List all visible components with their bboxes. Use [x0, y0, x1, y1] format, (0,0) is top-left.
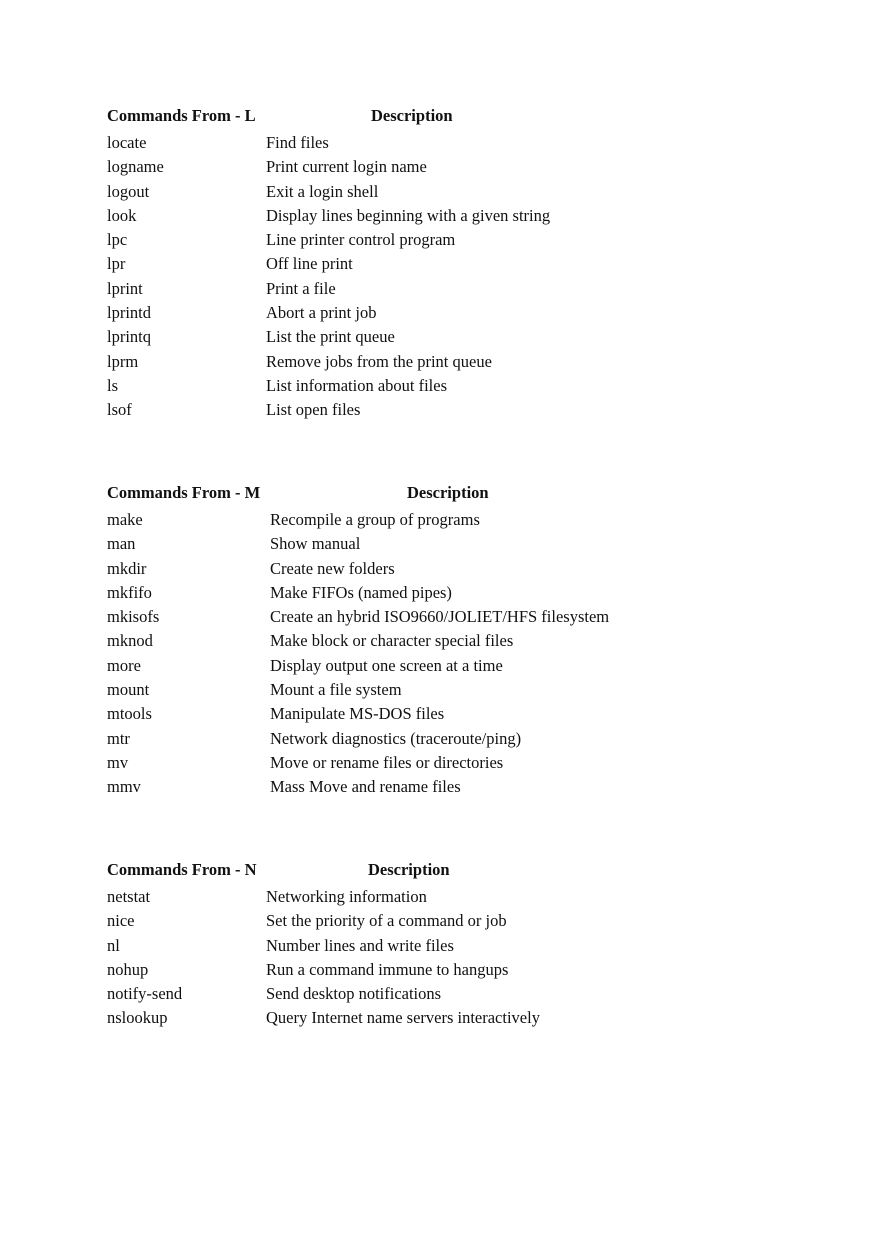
command-name: lsof: [107, 400, 132, 420]
section-header: [107, 483, 807, 505]
command-name: nl: [107, 935, 120, 955]
command-description: Mass Move and rename files: [270, 777, 461, 797]
command-row: [107, 1006, 807, 1030]
command-name: mkdir: [107, 558, 147, 578]
command-description: Make FIFOs (named pipes): [270, 582, 452, 602]
command-name: mv: [107, 752, 129, 772]
command-row: [107, 180, 807, 204]
command-row: [107, 204, 807, 228]
command-row: [107, 909, 807, 933]
command-row: [107, 775, 807, 799]
command-description: Mount a file system: [270, 680, 402, 700]
command-row: [107, 532, 807, 556]
command-description: Create an hybrid ISO9660/JOLIET/HFS filesystem: [270, 607, 610, 627]
command-description: Number lines and write files: [266, 935, 454, 955]
command-description: Send desktop notifications: [266, 984, 442, 1004]
command-name: lprint: [107, 278, 143, 298]
command-description: Display lines beginning with a given string: [266, 205, 551, 225]
command-name: ls: [107, 375, 119, 395]
command-name: man: [107, 534, 136, 554]
command-description: Abort a print job: [266, 303, 377, 323]
command-name: netstat: [107, 887, 151, 906]
command-row: [107, 155, 807, 179]
command-row: [107, 581, 807, 605]
command-description: Print a file: [266, 278, 336, 298]
command-description: Remove jobs from the print queue: [266, 351, 492, 371]
command-name: more: [107, 655, 141, 675]
command-description: Network diagnostics (traceroute/ping): [270, 728, 522, 748]
command-name: lprintd: [107, 303, 151, 323]
command-row: [107, 557, 807, 581]
command-name: locate: [107, 133, 147, 152]
command-name: nice: [107, 911, 135, 931]
command-description: List open files: [266, 400, 361, 420]
command-description: Query Internet name servers interactively: [266, 1008, 540, 1028]
command-description: Networking information: [266, 887, 427, 906]
command-row: [107, 934, 807, 958]
command-row: [107, 325, 807, 349]
command-name: mtools: [107, 704, 152, 724]
command-row: [107, 277, 807, 301]
section-header: [107, 106, 807, 128]
command-row: [107, 982, 807, 1006]
command-description: Run a command immune to hangups: [266, 959, 509, 979]
command-description: List information about files: [266, 375, 448, 395]
command-name: mtr: [107, 728, 130, 748]
command-row: [107, 678, 807, 702]
command-row: [107, 301, 807, 325]
command-description: Manipulate MS-DOS files: [270, 704, 445, 724]
command-row: [107, 252, 807, 276]
command-row: [107, 654, 807, 678]
command-row: [107, 727, 807, 751]
section-commands-l: [107, 106, 807, 423]
command-row: [107, 702, 807, 726]
command-row: [107, 751, 807, 775]
command-name: mknod: [107, 631, 153, 651]
command-name: lprm: [107, 351, 139, 371]
command-name: mount: [107, 680, 150, 700]
command-row: [107, 508, 807, 532]
command-name: notify-send: [107, 984, 183, 1004]
command-description: Set the priority of a command or job: [266, 911, 507, 931]
header-commands-label: Commands From - N: [107, 860, 257, 879]
command-description: Show manual: [270, 534, 361, 554]
command-row: [107, 374, 807, 398]
command-description: Create new folders: [270, 558, 395, 578]
command-name: make: [107, 510, 143, 529]
command-row: [107, 958, 807, 982]
command-row: [107, 228, 807, 252]
command-description: Make block or character special files: [270, 631, 514, 651]
command-name: lpr: [107, 254, 126, 274]
command-name: mkisofs: [107, 607, 160, 627]
command-row: [107, 629, 807, 653]
command-description: Line printer control program: [266, 230, 456, 250]
command-name: nslookup: [107, 1008, 168, 1028]
section-header: [107, 860, 807, 882]
command-name: logname: [107, 157, 164, 177]
command-row: [107, 350, 807, 374]
command-row: [107, 885, 807, 909]
command-description: List the print queue: [266, 327, 395, 347]
header-description-label: Description: [368, 860, 450, 879]
command-description: Recompile a group of programs: [270, 510, 480, 529]
command-row: [107, 605, 807, 629]
command-name: lpc: [107, 230, 128, 250]
command-name: logout: [107, 181, 150, 201]
command-name: nohup: [107, 959, 149, 979]
command-description: Off line print: [266, 254, 353, 274]
command-row: [107, 131, 807, 155]
section-commands-m: [107, 483, 807, 800]
command-description: Display output one screen at a time: [270, 655, 503, 675]
header-commands-label: Commands From - M: [107, 483, 261, 502]
command-name: look: [107, 205, 137, 225]
command-name: lprintq: [107, 327, 151, 347]
header-commands-label: Commands From - L: [107, 106, 256, 125]
command-description: Find files: [266, 133, 329, 152]
header-description-label: Description: [407, 483, 489, 502]
command-name: mmv: [107, 777, 141, 797]
command-description: Exit a login shell: [266, 181, 379, 201]
section-commands-n: [107, 860, 807, 1031]
command-description: Print current login name: [266, 157, 427, 177]
command-description: Move or rename files or directories: [270, 752, 504, 772]
command-row: [107, 398, 807, 422]
header-description-label: Description: [371, 106, 453, 125]
command-name: mkfifo: [107, 582, 152, 602]
